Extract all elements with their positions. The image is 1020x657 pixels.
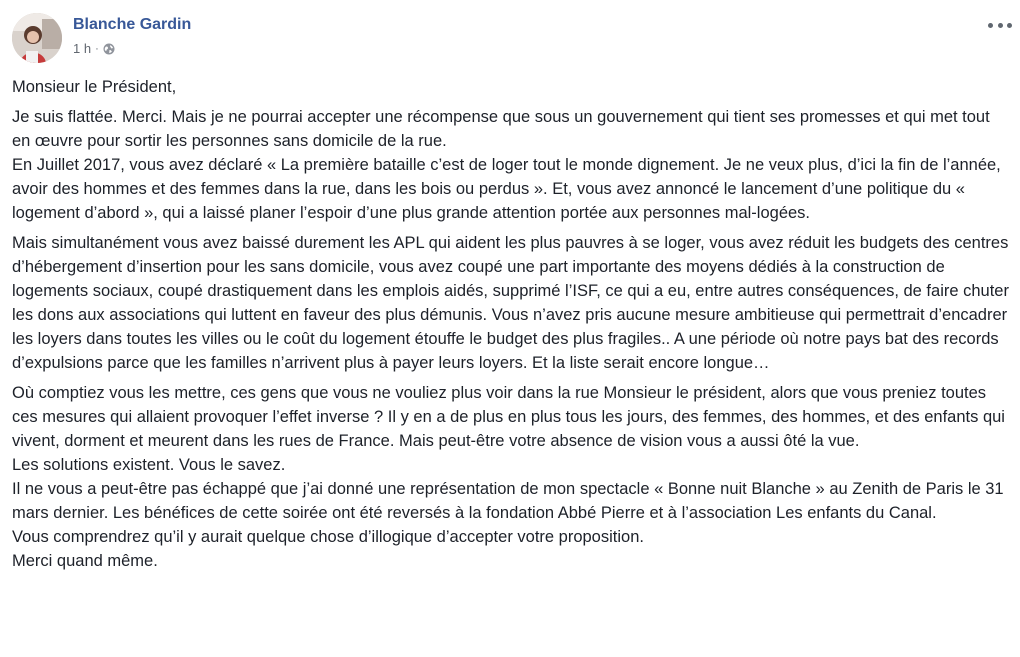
post-body	[12, 75, 1012, 579]
post-timestamp[interactable]: 1 h	[73, 41, 92, 56]
meta-separator: ·	[95, 42, 99, 55]
globe-icon[interactable]	[103, 43, 115, 55]
post-paragraph: Mais simultanément vous avez baissé durement les APL qui aident les plus pauvres à se loger, vous avez réduit les budgets des centres d’hébergement d’insertion pour les sans domicile, vous avez coupé une part importante des moyens dédiés à la construction de logements sociaux, coupé drastiquement dans les emplois aidés, supprimé l’ISF, ce qui a eu, entre autres conséquences, de faire chuter les dons aux associations qui luttent en faveur des plus démunis. Vous n’avez pris aucune mesure ambitieuse qui permettrait d’encadrer les loyers dans toutes les villes ou le coût du logement étouffe le budget des plus fragiles.. A une période où notre pays bat des records d’expulsions parce que les familles n’arrivent plus à payer leurs loyers. Et la liste serait encore longue…	[12, 234, 1009, 372]
post-paragraph: Où comptiez vous les mettre, ces gens que vous ne vouliez plus voir dans la rue Monsieur le président, alors que vous preniez toutes ces mesures qui allaient provoquer l’effet inverse ? Il y en a de plus en plus tous les jours, des femmes, des hommes, et des enfants qui vivent, dorment et meurent dans les rues de France. Mais peut-être votre absence de vision vous a aussi ôté la vue. Les solutions existent. Vous le savez. Il ne vous a peut-être pas échappé que j’ai donné une représentation de mon spectacle « Bonne nuit Blanche » au Zenith de Paris le 31 mars dernier. Les bénéfices de cette soirée ont été reversés à la fondation Abbé Pierre et à l’association Les enfants du Canal. Vous comprendrez qu’il y aurait quelque chose d’illogique d’accepter votre proposition. Merci quand même.	[12, 384, 1005, 570]
more-dot	[988, 23, 993, 28]
post-paragraph: Je suis flattée. Merci. Mais je ne pourrai accepter une récompense que sous un gouvernement qui tient ses promesses et qui met tout en œuvre pour sortir les personnes sans domicile de la rue. En Juillet 2017, vous avez déclaré « La première bataille c’est de loger tout le monde dignement. Je ne veux plus, d’ici la fin de l’année, avoir des hommes et des femmes dans la rue, dans les bois ou perdus ». Et, vous avez annoncé le lancement d’une politique du « logement d’abord », qui a laissé planer l’espoir d’une plus grande attention portée aux personnes mal-logées.	[12, 108, 1001, 222]
author-avatar[interactable]	[12, 13, 62, 63]
post-paragraph: Monsieur le Président,	[12, 78, 177, 96]
more-dot	[1007, 23, 1012, 28]
post-meta	[73, 41, 115, 56]
more-options-icon[interactable]	[988, 19, 1012, 31]
avatar-photo	[12, 13, 62, 63]
more-dot	[998, 23, 1003, 28]
post-header	[12, 13, 1012, 63]
author-name[interactable]: Blanche Gardin	[73, 16, 192, 33]
